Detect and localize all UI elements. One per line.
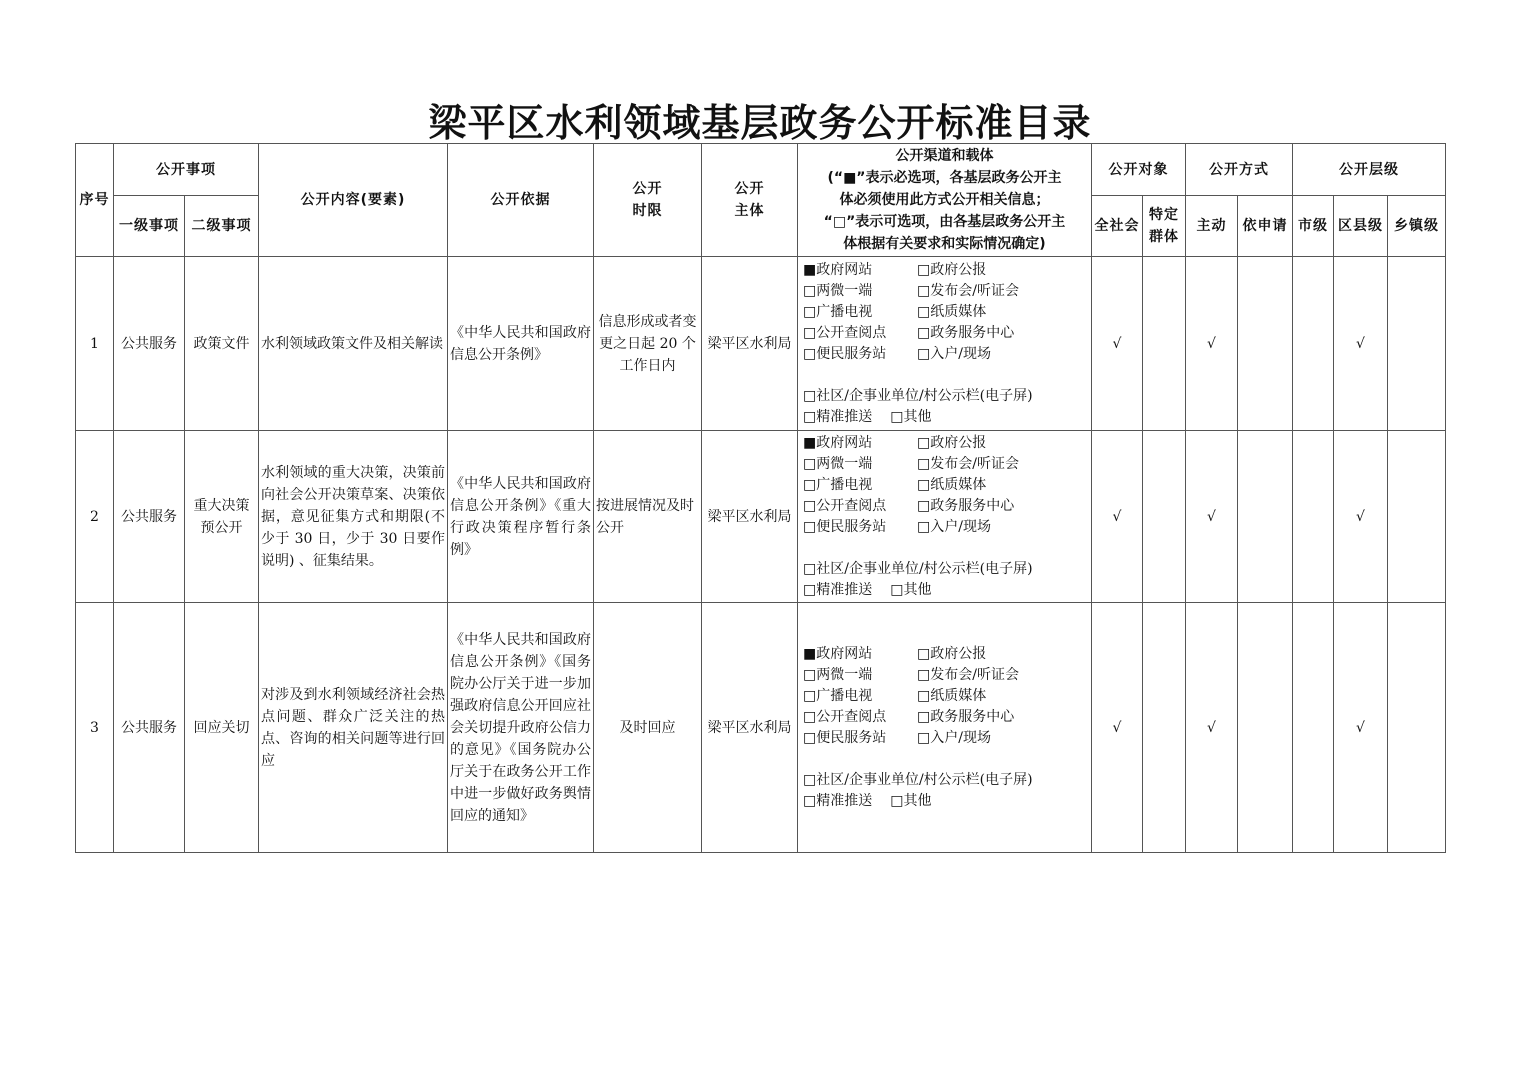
channel-option-bulletin: □社区/企事业单位/村公示栏(电子屏) [803, 560, 1033, 577]
empty-level-city [1293, 431, 1334, 603]
channel-option: □广播电视 [803, 687, 873, 704]
header-basis: 公开依据 [448, 144, 594, 257]
channel-option: □纸质媒体 [917, 303, 987, 320]
row-level2: 政策文件 [185, 257, 259, 431]
row-level2: 回应关切 [185, 603, 259, 853]
row-period: 信息形成或者变更之日起 20 个工作日内 [594, 257, 702, 431]
channel-option: □政府公报 [917, 645, 987, 662]
row-seq: 2 [76, 431, 114, 603]
channel-option: □政府公报 [917, 434, 987, 451]
header-items: 公开事项 [114, 144, 259, 196]
header-level-town: 乡镇级 [1388, 196, 1446, 257]
row-basis: 《中华人民共和国政府信息公开条例》《重大行政决策程序暂行条例》 [448, 431, 594, 603]
empty-method-apply [1238, 431, 1293, 603]
empty-level-town [1388, 431, 1446, 603]
channel-option-bulletin: □社区/企事业单位/村公示栏(电子屏) [803, 771, 1033, 788]
channel-option-pair [800, 580, 1089, 601]
channel-option: □政务服务中心 [917, 497, 1015, 514]
channel-option: ■政府网站 [803, 261, 873, 278]
channel-option: □发布会/听证会 [917, 666, 1019, 683]
header-target-specific: 特定群体 [1143, 196, 1186, 257]
empty-level-city [1293, 603, 1334, 853]
header-channel-line5: 体根据有关要求和实际情况确定) [843, 236, 1046, 252]
row-basis: 《中华人民共和国政府信息公开条例》《国务院办公厅关于进一步加强政府信息公开回应社会关切提升政府公信力的意见》《国务院办公厅关于在政务公开工作中进一步做好政务舆情回应的通知》 [448, 603, 594, 853]
channel-option: □纸质媒体 [917, 476, 987, 493]
row-level1: 公共服务 [114, 603, 185, 853]
header-subject-line1: 公开 [734, 181, 765, 197]
document-title: 梁平区水利领域基层政务公开标准目录 [428, 100, 1092, 145]
empty-target-specific [1143, 603, 1186, 853]
row-channels [798, 431, 1092, 603]
empty-method-apply [1238, 257, 1293, 431]
channel-option-bulletin: □社区/企事业单位/村公示栏(电子屏) [803, 387, 1033, 404]
channel-option: □政务服务中心 [917, 708, 1015, 725]
header-method: 公开方式 [1186, 144, 1293, 196]
row-period: 按进展情况及时公开 [594, 431, 702, 603]
row-content: 水利领域的重大决策，决策前向社会公开决策草案、决策依据，意见征集方式和期限(不少于 30 日，少于 30 日要作说明) 、征集结果。 [259, 431, 448, 603]
header-channel-line1: 公开渠道和载体 [895, 148, 994, 164]
channel-option-push: □精准推送 [803, 792, 873, 809]
check-method-active: √ [1186, 257, 1238, 431]
header-content: 公开内容(要素) [259, 144, 448, 257]
header-method-apply: 依申请 [1238, 196, 1293, 257]
check-level-county: √ [1334, 257, 1388, 431]
row-content: 对涉及到水利领域经济社会热点问题、群众广泛关注的热点、咨询的相关问题等进行回应 [259, 603, 448, 853]
channel-option-other: □其他 [890, 581, 932, 598]
row-subject: 梁平区水利局 [702, 257, 798, 431]
row-period: 及时回应 [594, 603, 702, 853]
row-channels [798, 257, 1092, 431]
header-seq: 序号 [76, 144, 114, 257]
channel-option: □广播电视 [803, 476, 873, 493]
header-subject-line2: 主体 [734, 203, 765, 219]
channel-option-pair [800, 407, 1089, 428]
channel-option: □便民服务站 [803, 729, 887, 746]
header-row-1 [76, 144, 1446, 196]
channel-option: □公开查阅点 [803, 497, 887, 514]
header-channel-line2: (“■”表示必选项，各基层政务公开主 [827, 170, 1062, 186]
header-method-active: 主动 [1186, 196, 1238, 257]
channel-option: □公开查阅点 [803, 708, 887, 725]
check-target-all: √ [1092, 431, 1143, 603]
channel-option: □两微一端 [803, 666, 873, 683]
empty-target-specific [1143, 431, 1186, 603]
header-level2: 二级事项 [185, 196, 259, 257]
header-level-county: 区县级 [1334, 196, 1388, 257]
empty-target-specific [1143, 257, 1186, 431]
channel-option: □入户/现场 [917, 518, 991, 535]
row-subject: 梁平区水利局 [702, 603, 798, 853]
check-level-county: √ [1334, 603, 1388, 853]
row-basis: 《中华人民共和国政府信息公开条例》 [448, 257, 594, 431]
row-content: 水利领域政策文件及相关解读 [259, 257, 448, 431]
catalog-table [75, 143, 1446, 853]
check-level-county: √ [1334, 431, 1388, 603]
channel-option: □两微一端 [803, 282, 873, 299]
header-level: 公开层级 [1293, 144, 1446, 196]
row-seq: 1 [76, 257, 114, 431]
channel-option-other: □其他 [890, 408, 932, 425]
channel-option: □广播电视 [803, 303, 873, 320]
channel-options [800, 433, 1089, 538]
channel-options [800, 644, 1089, 749]
row-level1: 公共服务 [114, 257, 185, 431]
channel-option: □便民服务站 [803, 345, 887, 362]
row-level2: 重大决策预公开 [185, 431, 259, 603]
header-channel [798, 144, 1092, 257]
channel-option: □便民服务站 [803, 518, 887, 535]
channel-option-push: □精准推送 [803, 408, 873, 425]
header-subject [702, 144, 798, 257]
channel-option: □入户/现场 [917, 345, 991, 362]
channel-option: □两微一端 [803, 455, 873, 472]
check-method-active: √ [1186, 603, 1238, 853]
check-method-active: √ [1186, 431, 1238, 603]
channel-option: □发布会/听证会 [917, 455, 1019, 472]
header-target: 公开对象 [1092, 144, 1186, 196]
channel-option-push: □精准推送 [803, 581, 873, 598]
channel-option-other: □其他 [890, 792, 932, 809]
channel-option: □入户/现场 [917, 729, 991, 746]
header-period-line1: 公开 [632, 181, 663, 197]
header-period [594, 144, 702, 257]
table-row [76, 603, 1446, 853]
empty-method-apply [1238, 603, 1293, 853]
header-level-city: 市级 [1293, 196, 1334, 257]
channel-option: □公开查阅点 [803, 324, 887, 341]
channel-option: ■政府网站 [803, 645, 873, 662]
channel-options [800, 260, 1089, 365]
empty-level-town [1388, 603, 1446, 853]
row-level1: 公共服务 [114, 431, 185, 603]
header-channel-line4: “□”表示可选项，由各基层政务公开主 [823, 214, 1066, 230]
channel-option: □发布会/听证会 [917, 282, 1019, 299]
channel-option-pair [800, 791, 1089, 812]
header-level1: 一级事项 [114, 196, 185, 257]
header-period-line2: 时限 [632, 203, 663, 219]
channel-option: ■政府网站 [803, 434, 873, 451]
row-subject: 梁平区水利局 [702, 431, 798, 603]
header-target-all: 全社会 [1092, 196, 1143, 257]
channel-option: □政府公报 [917, 261, 987, 278]
check-target-all: √ [1092, 603, 1143, 853]
channel-option: □政务服务中心 [917, 324, 1015, 341]
check-target-all: √ [1092, 257, 1143, 431]
table-row [76, 257, 1446, 431]
row-seq: 3 [76, 603, 114, 853]
row-channels [798, 603, 1092, 853]
empty-level-town [1388, 257, 1446, 431]
header-channel-line3: 体必须使用此方式公开相关信息； [839, 192, 1050, 208]
empty-level-city [1293, 257, 1334, 431]
table-row [76, 431, 1446, 603]
channel-option: □纸质媒体 [917, 687, 987, 704]
